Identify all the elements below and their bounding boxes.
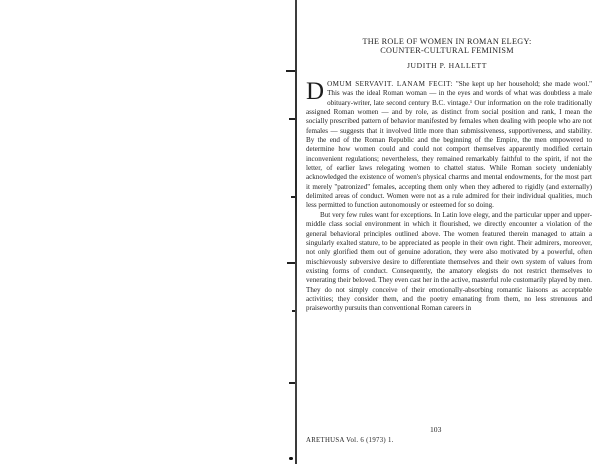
scan-speck	[289, 457, 293, 460]
opening-words: OMUM SERVAVIT. LANAM FECIT:	[327, 80, 454, 88]
article-title-line2: COUNTER-CULTURAL FEMINISM	[380, 46, 514, 55]
page-number: 103	[430, 425, 442, 434]
gutter-mark	[292, 310, 295, 312]
paragraph-2: But very few rules want for exceptions. In Latin love elegy, and the particular upper and upper-middle class social environment in which it flourished, we directly encounter a violation of the general behavioral principles outlined above. The women featured therein managed to attain a singularly exalted stature, to be appreciated as people in their own right. Their admirers, moreover, not only glorified them out of genuine adoration, they were also motivated by a powerful, often mischievously subversive desire to differentiate themselves and their own system of values from existing forms of conduct. Consequently, the amatory elegists do not restrict themselves to venerating their beloved. They even cast her in the active, masterful role customarily played by men. They do not simply conceive of their emotionally-absorbing romantic liaisons as acceptable activities; they consider them, and the poetry emanating from them, no less strenuous and praiseworthy pursuits than conventional Roman careers in	[306, 210, 592, 313]
gutter-mark	[289, 118, 295, 120]
gutter-mark	[286, 70, 295, 72]
paragraph-1	[306, 80, 592, 211]
gutter-mark	[287, 262, 295, 264]
binding-shadow	[295, 0, 297, 464]
article-body	[306, 80, 592, 314]
article-title-line1: THE ROLE OF WOMEN IN ROMAN ELEGY:	[362, 37, 532, 46]
article-author: JUDITH P. HALLETT	[406, 61, 487, 70]
drop-cap: D	[306, 78, 325, 105]
gutter-mark	[291, 196, 295, 198]
paragraph-1-text: "She kept up her household; she made wool." This was the ideal Roman woman — in the eyes and words of what was doubtless a male obituary-writer, late second century B.C. vintage.¹ Our information on the role traditionally assigned Roman women — and by role, as distinct from social position and rank, I mean the socially prescribed pattern of behavior manifested by females when dealing with people who are not females — suggests that it involved little more than submissiveness, supportiveness, and stability. By the end of the Roman Republic and the beginning of the Empire, the men empowered to determine how women could and could not comport themselves apparently modified certain inconvenient regulations; nevertheless, they remained remarkably faithful to the spirit, if not the letter, of earlier laws relegating women to chattel status. While Roman society undeniably acknowledged the existence of women's physical charms and mental endowments, for the most part it merely "patronized" females, accepting them only when they adhered to rigidly (and externally) delimited areas of conduct. Women were not as a rule admired for their individual qualities, much less permitted to function autonomously or esteemed for so doing.	[306, 80, 592, 210]
journal-footer: ARETHUSA Vol. 6 (1973) 1.	[306, 437, 394, 444]
gutter-mark	[289, 382, 295, 384]
